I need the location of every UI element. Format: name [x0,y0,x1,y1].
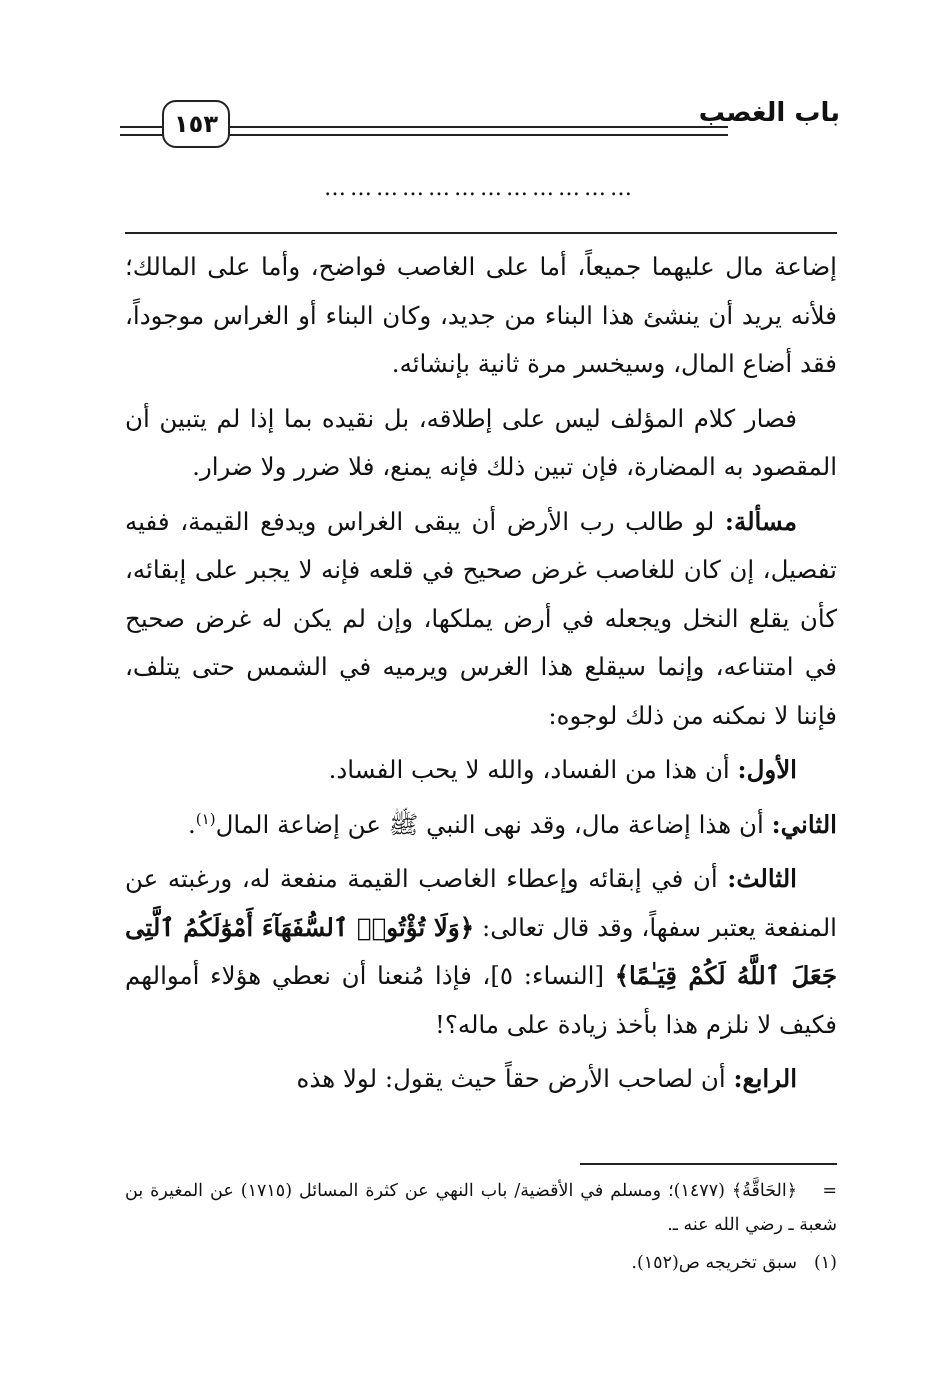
paragraph [125,395,837,492]
text-divider [125,232,837,234]
paragraph [125,498,837,741]
term-label: الرابع: [733,1064,797,1093]
main-text [125,243,837,1110]
separator-dots: ……………………………… [324,176,636,201]
paragraph [125,1055,837,1104]
footnote [125,1246,837,1280]
paragraph-text: أن هذا من الفساد، والله لا يحب الفساد. [328,755,738,784]
term-label: الأول: [737,755,797,784]
paragraph-text-end: [النساء: ٥]، فإذا مُنعنا أن نعطي هؤلاء أموالهم فكيف لا نلزم هذا بأخذ زيادة على ماله؟! [125,961,837,1039]
footnote-divider [580,1163,837,1165]
paragraph [125,801,837,850]
paragraph-text: إضاعة مال عليهما جميعاً، أما على الغاصب فواضح، وأما على المالك؛ فلأنه يريد أن ينشئ هذا البناء من جديد، وكان البناء أو الغراس موجوداً، فقد أضاع المال، وسيخسر مرة ثانية بإنشائه. [125,252,837,378]
page-number: ١٥٣ [162,100,230,148]
term-label: الثاني: [771,809,837,839]
footnote-marker: = [822,1181,838,1201]
footnote [125,1174,837,1242]
footnote-marker: (١) [813,1253,837,1273]
paragraph-text: أن لصاحب الأرض حقاً حيث يقول: لولا هذه [296,1064,734,1093]
paragraph-text: فصار كلام المؤلف ليس على إطلاقه، بل نقيده بما إذا لم يتبين أن المقصود به المضارة، فإن تبين ذلك فإنه يمنع، فلا ضرر ولا ضرار. [125,403,837,481]
footnote-text: سبق تخريجه ص(١٥٢). [631,1253,797,1273]
paragraph [125,243,837,389]
quran-verse: ﴿وَلَا تُؤْتُوا۟ ٱلسُّفَهَآءَ أَمْوَٰلَكُمُ ٱلَّتِى جَعَلَ ٱللَّهُ لَكُمْ قِيَـٰمًا﴾ [125,912,837,990]
footnote-reference: (١) [195,809,216,828]
footnote-text: ﴿الحَاقَّةُ﴾ (١٤٧٧)؛ ومسلم في الأقضية/ باب النهي عن كثرة المسائل (١٧١٥) عن المغيرة بن شعبة ـ رضي الله عنه ـ. [125,1181,837,1235]
paragraph-text-end: . [188,809,196,839]
paragraph-text: أن في إبقائه وإعطاء الغاصب القيمة منفعة له، ورغبته عن المنفعة يعتبر سفهاً، وقد قال تعالى: [125,864,837,942]
term-label: مسألة: [724,506,797,536]
chapter-title: باب الغصب [698,98,840,128]
paragraph [125,855,837,1049]
page-header [120,92,840,156]
paragraph [125,746,837,795]
paragraph-text: لو طالب رب الأرض أن يبقى الغراس ويدفع القيمة، ففيه تفصيل، إن كان للغاصب غرض صحيح في قلعه فإنه لا يجبر على إبقائه، كأن يقلع النخل ويجعله في أرض يملكها، وإن لم يكن له غرض صحيح في امتناعه، وإنما سيقلع هذا الغرس ويرميه في الشمس حتى يتلف، فإننا لا نمكنه من ذلك لوجوه: [125,506,837,730]
term-label: الثالث: [727,864,797,893]
footnotes [125,1174,837,1284]
paragraph-text: أن هذا إضاعة مال، وقد نهى النبي ﷺ عن إضاعة المال [215,809,772,839]
